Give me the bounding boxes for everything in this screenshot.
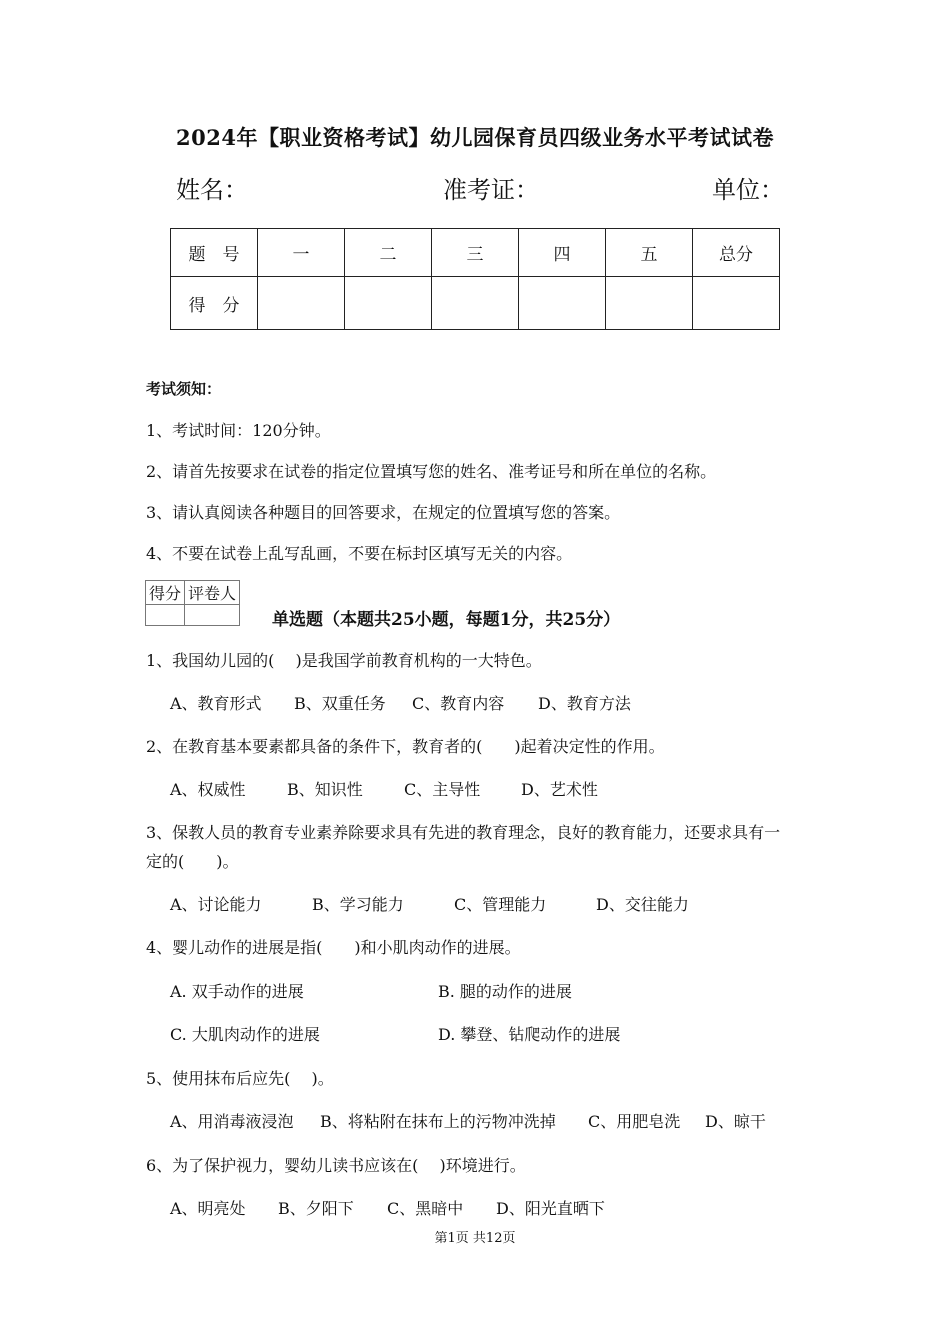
note-item: 4、不要在试卷上乱写乱画，不要在标封区填写无关的内容。 — [146, 544, 573, 563]
option: B. 腿的动作的进展 — [438, 982, 572, 1001]
score-header-cell: 题 号 — [171, 229, 258, 277]
option: A、权威性 — [170, 780, 246, 799]
note-item: 3、请认真阅读各种题目的回答要求，在规定的位置填写您的答案。 — [146, 503, 621, 522]
score-table-score-row — [171, 277, 780, 330]
option: A、用消毒液浸泡 — [170, 1112, 294, 1131]
name-field-label: 姓名： — [176, 176, 248, 204]
option: D、教育方法 — [538, 694, 631, 713]
score-table-header-row — [171, 229, 780, 277]
option: D. 攀登、钻爬动作的进展 — [438, 1025, 621, 1044]
note-item: 2、请首先按要求在试卷的指定位置填写您的姓名、准考证号和所在单位的名称。 — [146, 462, 717, 481]
score-header-cell: 三 — [432, 229, 519, 277]
score-header-cell: 二 — [345, 229, 432, 277]
grader-reviewer-cell[interactable] — [185, 605, 240, 626]
exam-id-field-label: 准考证： — [443, 176, 539, 204]
question-stem: 6、为了保护视力，婴幼儿读书应该在( )环境进行。 — [146, 1156, 526, 1175]
option: D、晾干 — [705, 1112, 766, 1131]
question-stem: 3、保教人员的教育专业素养除要求具有先进的教育理念，良好的教育能力，还要求具有一 — [146, 823, 781, 842]
option: B、夕阳下 — [278, 1199, 354, 1218]
section-title: 单选题（本题共25小题，每题1分，共25分） — [272, 610, 621, 630]
score-header-cell: 一 — [258, 229, 345, 277]
option: D、交往能力 — [596, 895, 689, 914]
grader-box — [145, 580, 240, 626]
option: C、主导性 — [404, 780, 481, 799]
score-input-cell[interactable] — [606, 277, 693, 330]
score-input-cell[interactable] — [432, 277, 519, 330]
unit-field-label: 单位： — [712, 176, 784, 204]
option: C、管理能力 — [454, 895, 547, 914]
option: D、阳光直晒下 — [496, 1199, 605, 1218]
page-footer: 第1页 共12页 — [434, 1231, 516, 1246]
score-row-label: 得 分 — [171, 277, 258, 330]
score-input-cell[interactable] — [345, 277, 432, 330]
score-header-cell: 四 — [519, 229, 606, 277]
option: D、艺术性 — [521, 780, 598, 799]
option: C、教育内容 — [412, 694, 505, 713]
score-header-cell: 五 — [606, 229, 693, 277]
option: A、讨论能力 — [170, 895, 262, 914]
note-item: 1、考试时间：120分钟。 — [146, 421, 331, 440]
question-stem: 5、使用抹布后应先( )。 — [146, 1069, 334, 1088]
option: A. 双手动作的进展 — [170, 982, 304, 1001]
option: A、教育形式 — [170, 694, 262, 713]
grader-score-label: 得分 — [146, 581, 185, 605]
option: B、将粘附在抹布上的污物冲洗掉 — [320, 1112, 556, 1131]
option: C、黑暗中 — [387, 1199, 464, 1218]
option: B、知识性 — [287, 780, 363, 799]
question-stem: 2、在教育基本要素都具备的条件下，教育者的( )起着决定性的作用。 — [146, 737, 665, 756]
score-header-cell: 总分 — [693, 229, 780, 277]
option: A、明亮处 — [170, 1199, 246, 1218]
grader-score-cell[interactable] — [146, 605, 185, 626]
option: B、双重任务 — [294, 694, 386, 713]
grader-reviewer-label: 评卷人 — [185, 581, 240, 605]
page-title: 2024年【职业资格考试】幼儿园保育员四级业务水平考试试卷 — [176, 125, 774, 150]
score-input-cell[interactable] — [258, 277, 345, 330]
question-stem-continued: 定的( )。 — [146, 852, 239, 871]
option: C. 大肌肉动作的进展 — [170, 1025, 320, 1044]
question-stem: 1、我国幼儿园的( )是我国学前教育机构的一大特色。 — [146, 651, 542, 670]
score-input-cell[interactable] — [693, 277, 780, 330]
score-table — [170, 228, 780, 330]
notes-title: 考试须知： — [146, 380, 222, 398]
question-stem: 4、婴儿动作的进展是指( )和小肌肉动作的进展。 — [146, 938, 521, 957]
option: B、学习能力 — [312, 895, 404, 914]
option: C、用肥皂洗 — [588, 1112, 681, 1131]
score-input-cell[interactable] — [519, 277, 606, 330]
